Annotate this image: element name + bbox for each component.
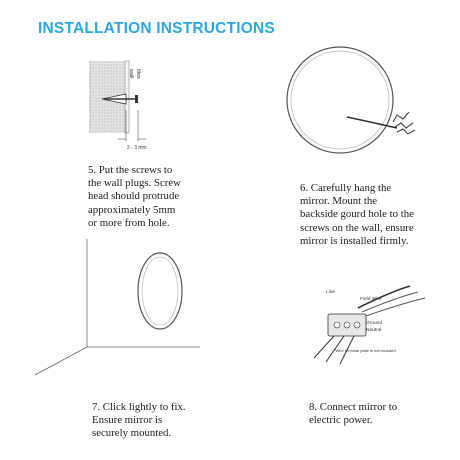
floor-edge-left xyxy=(35,347,87,375)
neutral-label: Neutral xyxy=(366,328,382,333)
step-5-line: approximately 5mm xyxy=(88,203,176,216)
step-5-line: head should protrude xyxy=(88,190,180,203)
step-6-line: mirror is installed firmly. xyxy=(300,234,409,247)
mirror-inner-ring xyxy=(291,51,389,149)
step-7-line: 7. Click lightly to fix. xyxy=(92,401,186,413)
line-label: Line xyxy=(326,290,336,295)
step-5-text xyxy=(88,164,181,230)
field-wire-label: Field Wire xyxy=(360,297,382,302)
gap-dimension-label: 2 - 3 mm xyxy=(127,145,147,151)
step-6-line: screws on the wall, ensure xyxy=(300,221,414,234)
tiles-label: tiles xyxy=(135,69,141,79)
wire-2 xyxy=(395,123,413,128)
step-6-text xyxy=(300,182,414,248)
mirror-outline xyxy=(287,47,393,153)
step-8-text xyxy=(309,401,397,427)
wall-label: wall xyxy=(128,69,134,79)
step-6-line: 6. Carefully hang the xyxy=(300,182,392,194)
wall-corner-mirror-illustration xyxy=(35,225,200,375)
step-7-line: securely mounted. xyxy=(92,427,172,440)
screw-head xyxy=(135,95,138,103)
step-6-line: backside gourd hole to the xyxy=(300,208,414,221)
step-7-text xyxy=(92,401,186,441)
oval-mirror-outer xyxy=(138,253,182,329)
step-8-line: 8. Connect mirror to xyxy=(309,401,398,413)
page-title: INSTALLATION INSTRUCTIONS xyxy=(38,20,275,37)
ground-label: Ground xyxy=(366,321,382,326)
wiring-terminal-illustration xyxy=(300,280,450,370)
step-5-line: or more from hole. xyxy=(88,216,170,229)
round-mirror-illustration xyxy=(285,45,430,160)
oval-mirror-inner xyxy=(142,257,178,325)
step-7-line: Ensure mirror is xyxy=(92,414,163,427)
wire-3 xyxy=(397,129,415,134)
screw-wall-plug-illustration xyxy=(80,55,160,155)
step-5-line: the wall plugs. Screw xyxy=(88,177,181,190)
step-6-line: mirror. Mount the xyxy=(300,195,378,208)
step-8-line: electric power. xyxy=(309,414,373,427)
step-5-line: 5. Put the screws to xyxy=(88,164,173,176)
wire-plate-note: *Wire terminal plate is not included xyxy=(334,348,396,353)
wire-1 xyxy=(393,112,409,122)
